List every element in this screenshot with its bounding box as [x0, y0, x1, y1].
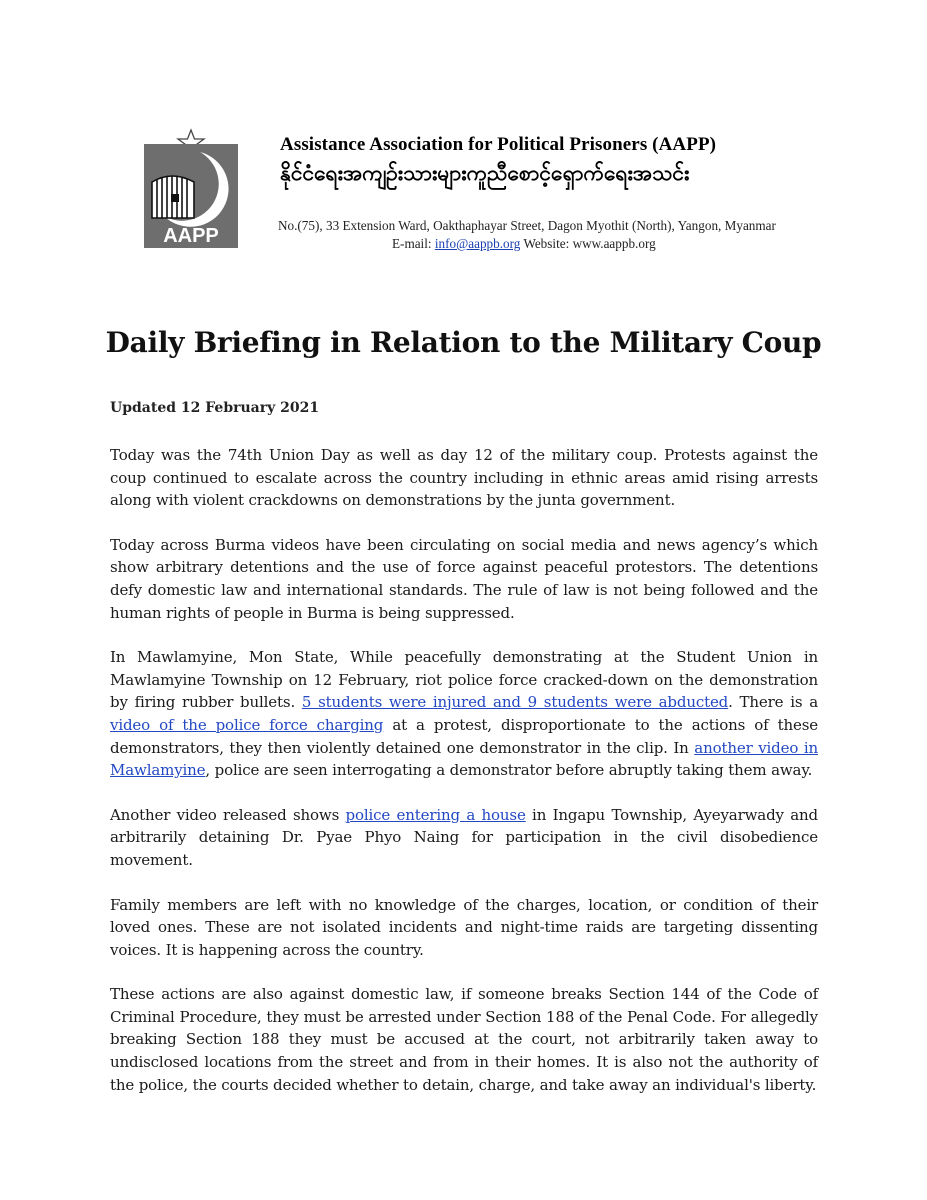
- paragraph-domestic-law: These actions are also against domestic law, if someone breaks Section 144 of the Code of Criminal Procedure, they must be arrested under Section 188 of the Penal Code. For allegedly breaking Section 188 they must be accused at the court, not arbitrarily taken away to undisclosed locations from the street and from in their homes. It is also not the authority of the police, the courts decided whether to detain, charge, and take away an individual's liberty.: [110, 985, 818, 1094]
- contact-line: [392, 236, 656, 252]
- org-name-english: Assistance Association for Political Prisoners (AAPP): [280, 134, 717, 155]
- link-police-entering-house[interactable]: police entering a house: [345, 805, 526, 824]
- email-link[interactable]: info@aappb.org: [434, 236, 521, 251]
- text-segment: In Mawlamyine, Mon State, While peacefully demonstrating at the Student Union in Mawlamyine Township on 12 February, riot police force cracked-down on the demonstration by firing rubber bullets.: [110, 648, 818, 712]
- logo-text: AAPP: [163, 225, 219, 247]
- website-url: www.aappb.org: [572, 236, 656, 251]
- document-title: Daily Briefing in Relation to the Military Coup: [105, 326, 822, 359]
- website-label: Website:: [523, 236, 570, 251]
- link-students-injured[interactable]: 5 students were injured and 9 students were abducted: [301, 693, 729, 712]
- text-segment: Another video released shows: [110, 805, 346, 824]
- text-segment: . There is a: [728, 693, 818, 712]
- text-segment: , police are seen interrogating a demonstrator before abruptly taking them away.: [205, 761, 813, 780]
- paragraph-ingapu: [110, 804, 818, 872]
- aapp-logo: [144, 128, 238, 248]
- paragraph-mawlamyine: [110, 646, 818, 782]
- link-police-charging-video[interactable]: video of the police force charging: [110, 715, 384, 734]
- paragraph-union-day: Today was the 74th Union Day as well as day 12 of the military coup. Protests against the coup continued to escalate across the country including in ethnic areas amid rising arrests along with violent crackdowns on demonstrations by the junta government.: [110, 446, 818, 510]
- paragraph-family-members: Family members are left with no knowledge of the charges, location, or condition of their loved ones. These are not isolated incidents and night-time raids are targeting dissenting voices. It is happening across the country.: [110, 895, 818, 959]
- link-mawlamyine-video[interactable]: another video in Mawlamyine: [110, 738, 819, 780]
- paragraph-videos-circulating: Today across Burma videos have been circulating on social media and news agency’s which show arbitrary detentions and the use of force against peaceful protestors. The detentions defy domestic law and international standards. The rule of law is not being followed and the human rights of people in Burma is being suppressed.: [110, 535, 818, 622]
- letterhead: [0, 0, 927, 270]
- org-address: No.(75), 33 Extension Ward, Oakthaphayar Street, Dagon Myothit (North), Yangon, Myanmar: [278, 218, 776, 233]
- email-label: E-mail:: [392, 236, 432, 251]
- updated-date: Updated 12 February 2021: [110, 400, 320, 416]
- text-segment: in Ingapu Township, Ayeyarwady and arbitrarily detaining Dr. Pyae Phyo Naing for participation in the civil disobedience movement.: [110, 805, 818, 869]
- document-body: [110, 444, 818, 1118]
- org-name-burmese: နိုင်ငံရေးအကျဉ်းသားများကူညီစောင့်ရှောက်ရေးအသင်း: [280, 161, 690, 185]
- text-segment: at a protest, disproportionate to the actions of these demonstrators, they then violently detained one demonstrator in the clip. In: [110, 715, 818, 757]
